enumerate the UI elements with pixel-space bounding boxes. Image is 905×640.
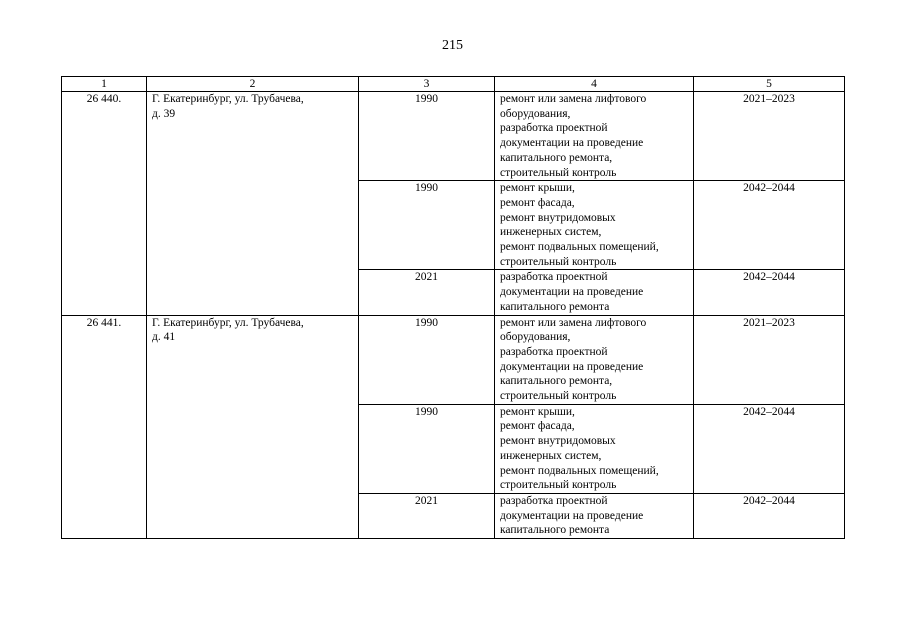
work-line: разработка проектной [500,494,608,507]
work-line: ремонт фасада, [500,196,575,209]
work-line: строительный контроль [500,390,617,403]
work-line: ремонт подвальных помещений, [500,464,659,477]
repair-schedule-table [61,76,845,539]
work-line: ремонт внутридомовых [500,211,616,224]
work-line: разработка проектной [500,122,608,135]
work-line: разработка проектной [500,345,608,358]
work-line: ремонт подвальных помещений, [500,241,659,254]
work-line: инженерных систем, [500,449,602,462]
work-line: капитального ремонта, [500,375,613,388]
address-cell [147,92,359,316]
works-cell [495,404,694,493]
table-body [62,92,845,539]
period-cell: 2021–2023 [694,92,845,181]
work-line: ремонт фасада, [500,420,575,433]
work-line: инженерных систем, [500,226,602,239]
work-line: ремонт или замена лифтового [500,93,647,105]
header-col-5: 5 [694,77,845,92]
period-cell: 2042–2044 [694,181,845,270]
year-cell: 1990 [359,404,495,493]
period-cell: 2042–2044 [694,270,845,315]
work-line: строительный контроль [500,255,617,268]
header-col-3: 3 [359,77,495,92]
work-line: оборудования, [500,331,571,344]
year-cell: 1990 [359,315,495,404]
works-cell [495,181,694,270]
work-line: оборудования, [500,107,571,120]
work-line: документации на проведение [500,286,644,299]
page-number: 215 [442,38,463,53]
address-cell [147,315,359,539]
table-row [62,92,845,181]
table-row [62,315,845,404]
header-col-2: 2 [147,77,359,92]
work-line: документации на проведение [500,360,644,373]
address-line: д. 39 [152,107,176,120]
period-cell: 2042–2044 [694,493,845,538]
work-line: строительный контроль [500,166,617,179]
period-cell: 2021–2023 [694,315,845,404]
year-cell: 2021 [359,270,495,315]
work-line: документации на проведение [500,137,644,150]
address-line: Г. Екатеринбург, ул. Трубачева, [152,316,304,329]
works-cell [495,270,694,315]
works-cell [495,315,694,404]
header-col-1: 1 [62,77,147,92]
work-line: ремонт крыши, [500,405,575,418]
works-cell [495,493,694,538]
header-col-4: 4 [495,77,694,92]
table-header-row [62,77,845,92]
works-cell [495,92,694,181]
record-number: 26 440. [62,92,147,316]
address-line: Г. Екатеринбург, ул. Трубачева, [152,93,304,105]
work-line: капитального ремонта, [500,151,613,164]
year-cell: 1990 [359,92,495,181]
work-line: ремонт или замена лифтового [500,316,647,329]
year-cell: 2021 [359,493,495,538]
period-cell: 2042–2044 [694,404,845,493]
year-cell: 1990 [359,181,495,270]
work-line: ремонт внутридомовых [500,435,616,448]
work-line: ремонт крыши, [500,182,575,195]
work-line: строительный контроль [500,479,617,492]
address-line: д. 41 [152,331,176,344]
work-line: капитального ремонта [500,524,610,537]
work-line: капитального ремонта [500,300,610,313]
record-number: 26 441. [62,315,147,539]
work-line: разработка проектной [500,271,608,284]
work-line: документации на проведение [500,509,644,522]
